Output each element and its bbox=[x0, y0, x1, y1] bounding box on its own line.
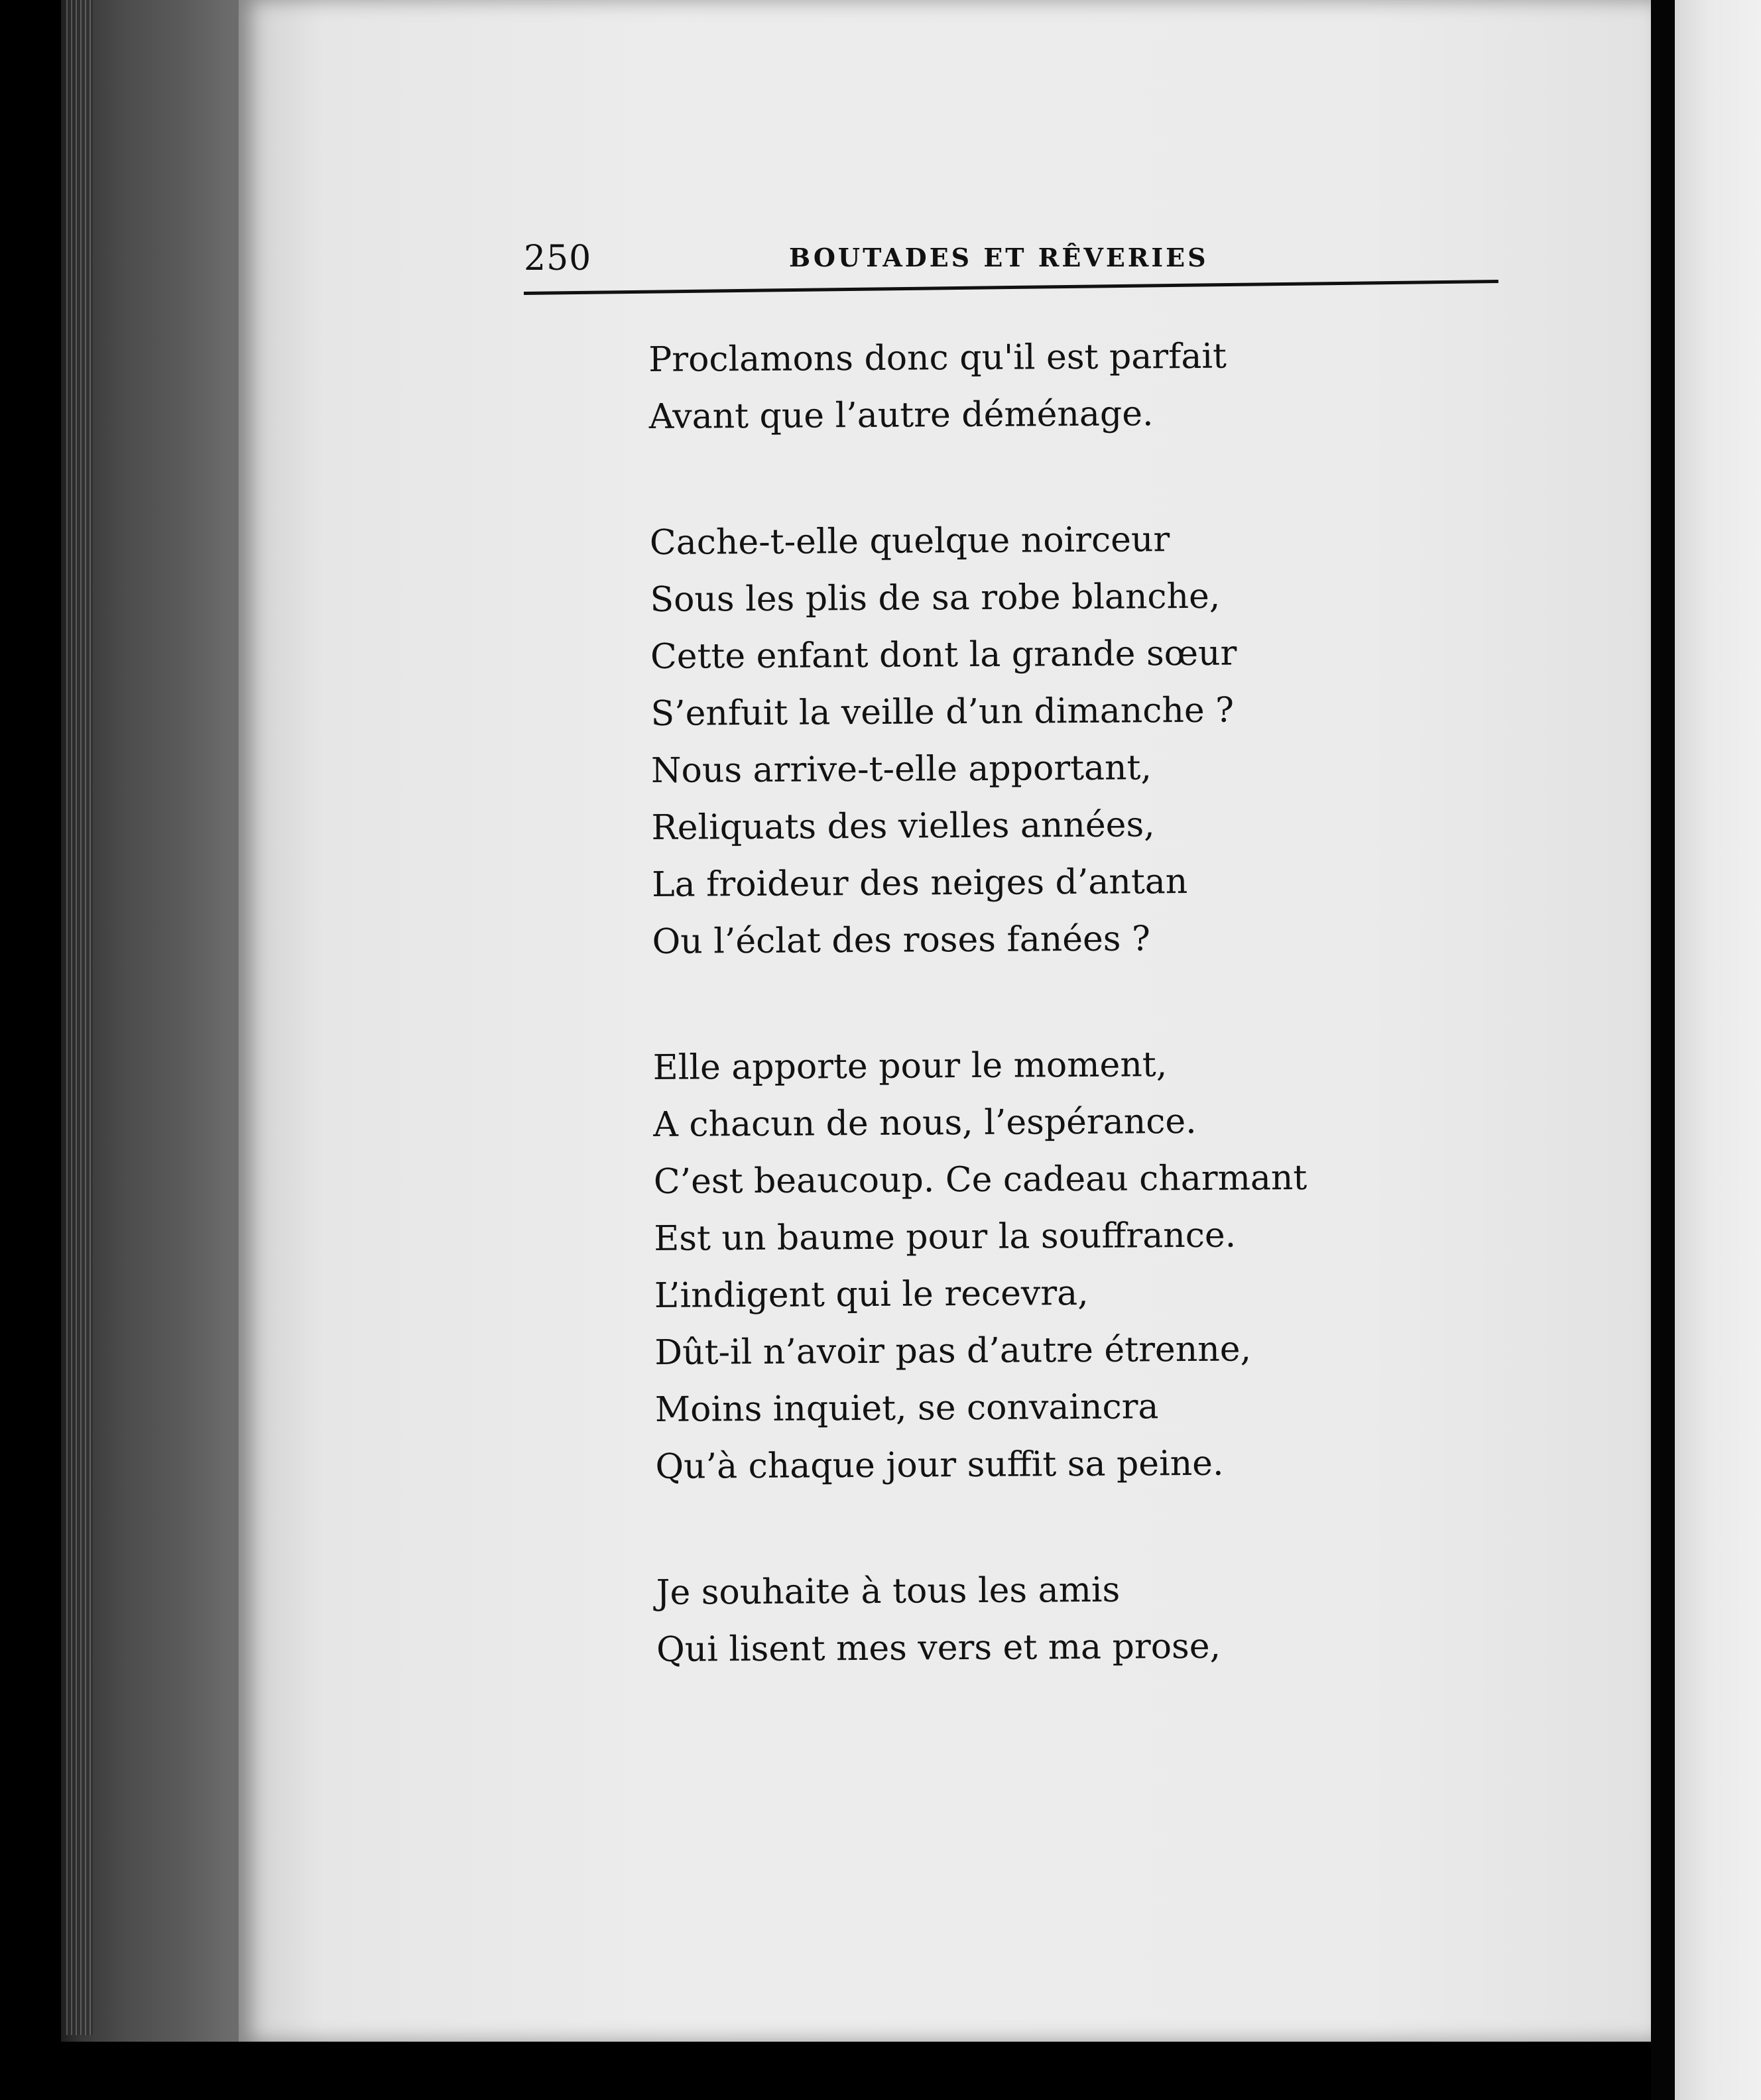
poem-line: Je souhaite à tous les amis bbox=[656, 1570, 1121, 1613]
page-number: 250 bbox=[524, 239, 592, 278]
stanza-break bbox=[652, 966, 1449, 1039]
poem-line: A chacun de nous, l’espérance. bbox=[653, 1101, 1197, 1145]
book-binding bbox=[1651, 0, 1675, 2100]
stanza-break bbox=[656, 1491, 1452, 1564]
stanza-break bbox=[649, 441, 1445, 514]
poem-line: Qu’à chaque jour suffit sa peine. bbox=[655, 1443, 1224, 1487]
poem-line: La froideur des neiges d’antan bbox=[651, 862, 1188, 905]
poem-line: S’enfuit la veille d’un dimanche ? bbox=[650, 690, 1235, 734]
poem-line: Moins inquiet, se convaincra bbox=[654, 1387, 1159, 1430]
scan-border-bottom bbox=[0, 2042, 1651, 2100]
poem-line: Sous les plis de sa robe blanche, bbox=[650, 576, 1221, 620]
facing-page-edge bbox=[1675, 0, 1761, 2100]
poem-line: Qui lisent mes vers et ma prose, bbox=[656, 1626, 1221, 1670]
poem-line: C’est beaucoup. Ce cadeau charmant bbox=[653, 1157, 1307, 1202]
poem-line: Proclamons donc qu'il est parfait bbox=[648, 336, 1227, 380]
poem-line: Est un baume pour la souffrance. bbox=[654, 1215, 1237, 1259]
poem-line: Dût-il n’avoir pas d’autre étrenne, bbox=[654, 1329, 1252, 1373]
poem-line: Avant que l’autre déménage. bbox=[648, 394, 1154, 437]
poem-line: Nous arrive-t-elle apportant, bbox=[650, 748, 1152, 791]
poem-line: L’indigent qui le recevra, bbox=[654, 1273, 1089, 1316]
poem-line: Elle apporte pour le moment, bbox=[652, 1045, 1168, 1088]
poem-line: Cache-t-elle quelque noirceur bbox=[649, 520, 1170, 563]
page-edge-lines bbox=[66, 0, 93, 2035]
poem-body bbox=[648, 327, 1452, 1678]
stanza bbox=[650, 510, 1448, 970]
stanza bbox=[648, 327, 1445, 445]
running-title: BOUTADES ET RÊVERIES bbox=[789, 243, 1209, 272]
running-header bbox=[524, 233, 1498, 286]
poem-line: Cette enfant dont la grande sœur bbox=[650, 633, 1237, 677]
stanza bbox=[653, 1035, 1451, 1495]
poem-line: Ou l’éclat des roses fanées ? bbox=[652, 919, 1151, 962]
poem-line: Reliquats des vielles années, bbox=[651, 805, 1155, 848]
stanza bbox=[656, 1560, 1452, 1678]
